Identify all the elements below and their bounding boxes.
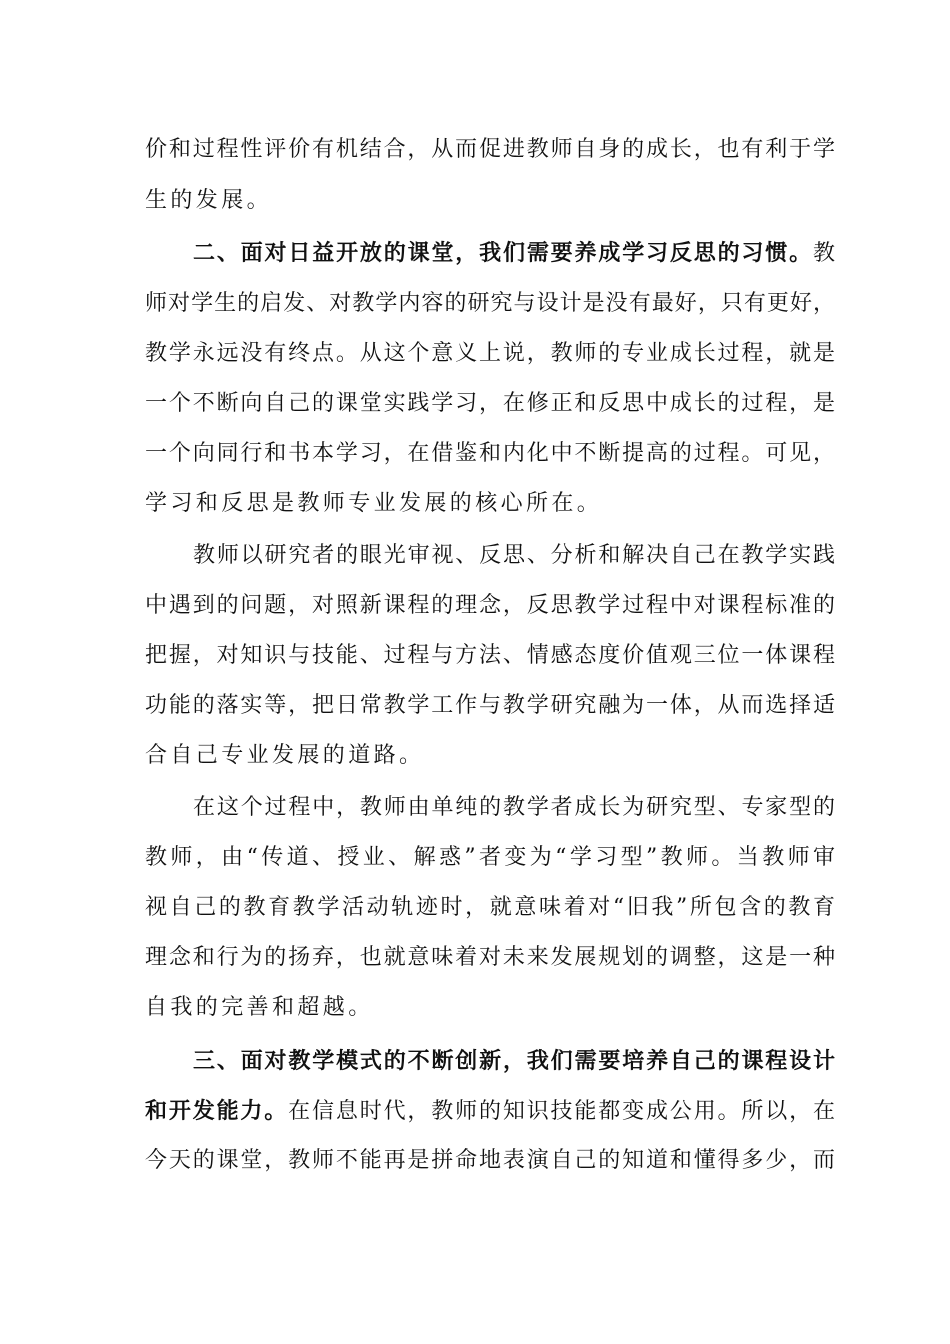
text-segment: 教师以研究者的眼光审视、反思、分析和解决自己在教学实践 <box>193 543 835 568</box>
text-segment: 一个不断向自己的课堂实践学习，在修正和反思中成长的过程，是 <box>145 391 835 416</box>
section-heading: 二、面对日益开放的课堂，我们需要养成学习反思的习惯。 <box>193 240 813 266</box>
text-line <box>145 636 835 676</box>
text-line <box>145 686 835 726</box>
text-line <box>145 736 835 776</box>
text-segment: 中遇到的问题，对照新课程的理念，反思教学过程中对课程标准的 <box>145 593 835 618</box>
text-line <box>145 484 835 524</box>
text-segment: 学习和反思是教师专业发展的核心所在。 <box>145 491 603 516</box>
text-line <box>145 284 835 324</box>
section-heading: 三、面对教学模式的不断创新，我们需要培养自己的课程设计 <box>193 1048 835 1074</box>
text-segment: 师对学生的启发、对教学内容的研究与设计是没有最好，只有更好， <box>145 291 835 316</box>
text-segment: 价和过程性评价有机结合，从而促进教师自身的成长，也有利于学 <box>145 137 835 162</box>
text-segment: 在信息时代，教师的知识技能都变成公用。所以，在 <box>288 1099 835 1124</box>
text-line <box>145 384 835 424</box>
text-line <box>145 586 835 626</box>
text-line <box>145 988 835 1028</box>
text-line <box>145 1141 835 1181</box>
text-segment: 功能的落实等，把日常教学工作与教学研究融为一体，从而选择适 <box>145 693 835 718</box>
text-line <box>145 334 835 374</box>
text-line <box>145 888 835 928</box>
text-line <box>145 1091 835 1131</box>
text-line <box>145 130 835 170</box>
text-segment: 自我的完善和超越。 <box>145 995 374 1020</box>
text-segment: 把握，对知识与技能、过程与方法、情感态度价值观三位一体课程 <box>145 643 835 668</box>
text-line <box>145 938 835 978</box>
text-segment: 视自己的教育教学活动轨迹时，就意味着对“旧我”所包含的教育 <box>145 895 835 920</box>
section-heading-line <box>193 233 835 273</box>
section-heading-line <box>193 1041 835 1081</box>
text-segment: 教 <box>812 241 835 266</box>
text-line <box>145 181 835 221</box>
text-segment: 教师，由“传道、授业、解惑”者变为“学习型”教师。当教师审 <box>145 845 835 870</box>
text-segment: 生的发展。 <box>145 188 273 213</box>
text-segment: 教学永远没有终点。从这个意义上说，教师的专业成长过程，就是 <box>145 341 835 366</box>
section-heading-continuation: 和开发能力。 <box>145 1098 289 1124</box>
text-segment: 理念和行为的扬弃，也就意味着对未来发展规划的调整，这是一种 <box>145 945 835 970</box>
text-line <box>145 434 835 474</box>
text-segment: 今天的课堂，教师不能再是拼命地表演自己的知道和懂得多少，而 <box>145 1148 835 1173</box>
text-segment: 一个向同行和书本学习，在借鉴和内化中不断提高的过程。可见， <box>145 441 835 466</box>
text-line <box>145 838 835 878</box>
text-line <box>193 788 835 828</box>
text-line <box>193 536 835 576</box>
text-segment: 在这个过程中，教师由单纯的教学者成长为研究型、专家型的 <box>193 795 835 820</box>
text-segment: 合自己专业发展的道路。 <box>145 743 425 768</box>
